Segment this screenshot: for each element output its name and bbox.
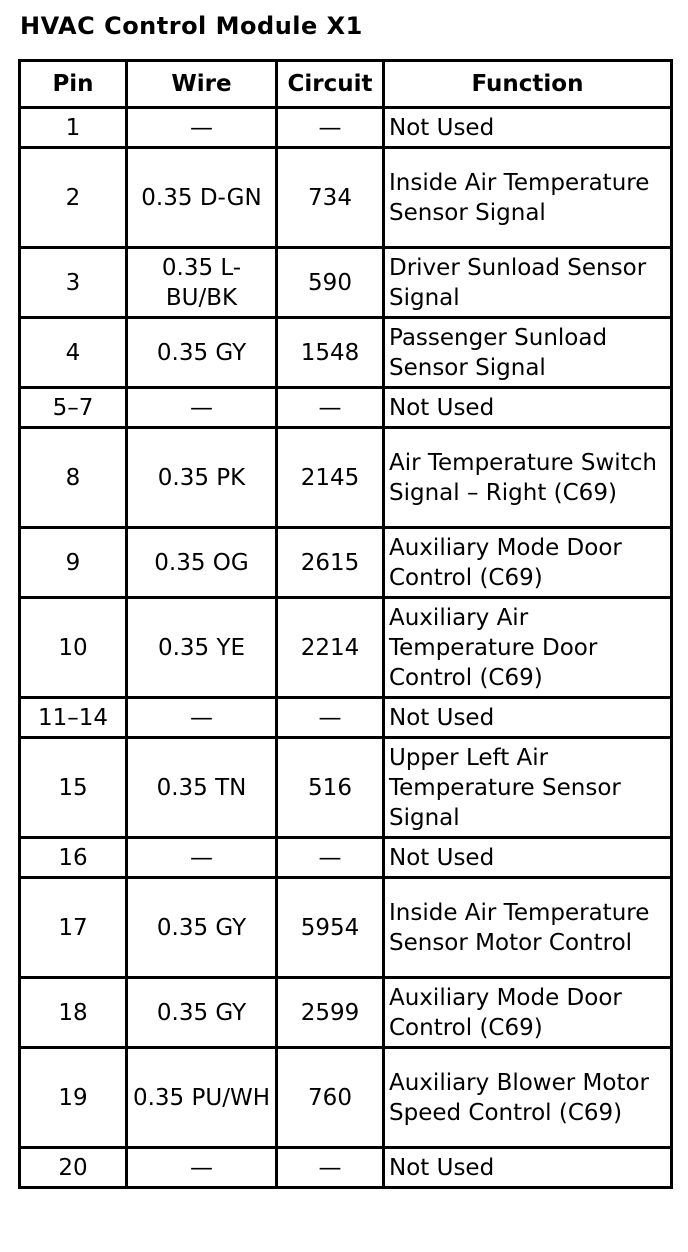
circuit-cell: 590 — [277, 248, 384, 318]
pin-cell: 5–7 — [20, 388, 127, 428]
pin-cell: 2 — [20, 148, 127, 248]
function-cell: Not Used — [384, 838, 672, 878]
circuit-cell: 2145 — [277, 428, 384, 528]
circuit-cell: — — [277, 838, 384, 878]
pinout-table — [18, 59, 673, 1189]
wire-cell: 0.35 GY — [127, 318, 277, 388]
header-circuit: Circuit — [277, 61, 384, 108]
wire-cell: 0.35 D-GN — [127, 148, 277, 248]
pin-cell: 10 — [20, 598, 127, 698]
wire-cell: 0.35 PK — [127, 428, 277, 528]
function-cell: Auxiliary Mode Door Control (C69) — [384, 528, 672, 598]
table-row — [20, 318, 672, 388]
header-wire: Wire — [127, 61, 277, 108]
function-cell: Passenger Sunload Sensor Signal — [384, 318, 672, 388]
table-row — [20, 108, 672, 148]
wire-cell: 0.35 OG — [127, 528, 277, 598]
pin-cell: 8 — [20, 428, 127, 528]
circuit-cell: — — [277, 1148, 384, 1188]
circuit-cell: 1548 — [277, 318, 384, 388]
table-row — [20, 878, 672, 978]
pin-cell: 16 — [20, 838, 127, 878]
function-cell: Not Used — [384, 1148, 672, 1188]
wire-cell: — — [127, 838, 277, 878]
function-cell: Auxiliary Mode Door Control (C69) — [384, 978, 672, 1048]
table-row — [20, 838, 672, 878]
table-row — [20, 978, 672, 1048]
function-cell: Auxiliary Blower Motor Speed Control (C69) — [384, 1048, 672, 1148]
circuit-cell: — — [277, 388, 384, 428]
pin-cell: 18 — [20, 978, 127, 1048]
table-row — [20, 1148, 672, 1188]
circuit-cell: 5954 — [277, 878, 384, 978]
table-row — [20, 698, 672, 738]
function-cell: Inside Air Temperature Sensor Signal — [384, 148, 672, 248]
wire-cell: 0.35 PU/WH — [127, 1048, 277, 1148]
pin-cell: 11–14 — [20, 698, 127, 738]
table-row — [20, 738, 672, 838]
function-cell: Air Temperature Switch Signal – Right (C69) — [384, 428, 672, 528]
table-row — [20, 598, 672, 698]
pin-cell: 15 — [20, 738, 127, 838]
wire-cell: — — [127, 388, 277, 428]
table-row — [20, 248, 672, 318]
table-row — [20, 148, 672, 248]
pin-cell: 4 — [20, 318, 127, 388]
wire-cell: — — [127, 108, 277, 148]
function-cell: Upper Left Air Temperature Sensor Signal — [384, 738, 672, 838]
header-pin: Pin — [20, 61, 127, 108]
circuit-cell: 2214 — [277, 598, 384, 698]
wire-cell: 0.35 L-BU/BK — [127, 248, 277, 318]
function-cell: Driver Sunload Sensor Signal — [384, 248, 672, 318]
circuit-cell: 2615 — [277, 528, 384, 598]
table-row — [20, 1048, 672, 1148]
function-cell: Not Used — [384, 108, 672, 148]
circuit-cell: — — [277, 698, 384, 738]
wire-cell: 0.35 GY — [127, 978, 277, 1048]
pin-cell: 17 — [20, 878, 127, 978]
function-cell: Inside Air Temperature Sensor Motor Control — [384, 878, 672, 978]
wire-cell: 0.35 GY — [127, 878, 277, 978]
table-row — [20, 428, 672, 528]
wire-cell: — — [127, 1148, 277, 1188]
pin-cell: 3 — [20, 248, 127, 318]
circuit-cell: 760 — [277, 1048, 384, 1148]
circuit-cell: — — [277, 108, 384, 148]
circuit-cell: 734 — [277, 148, 384, 248]
table-row — [20, 388, 672, 428]
function-cell: Auxiliary Air Temperature Door Control (C69) — [384, 598, 672, 698]
function-cell: Not Used — [384, 698, 672, 738]
circuit-cell: 2599 — [277, 978, 384, 1048]
table-header-row — [20, 61, 672, 108]
wire-cell: — — [127, 698, 277, 738]
page-title: HVAC Control Module X1 — [20, 12, 363, 40]
header-function: Function — [384, 61, 672, 108]
function-cell: Not Used — [384, 388, 672, 428]
wire-cell: 0.35 YE — [127, 598, 277, 698]
circuit-cell: 516 — [277, 738, 384, 838]
table-row — [20, 528, 672, 598]
pin-cell: 9 — [20, 528, 127, 598]
wire-cell: 0.35 TN — [127, 738, 277, 838]
pin-cell: 1 — [20, 108, 127, 148]
pin-cell: 19 — [20, 1048, 127, 1148]
pin-cell: 20 — [20, 1148, 127, 1188]
